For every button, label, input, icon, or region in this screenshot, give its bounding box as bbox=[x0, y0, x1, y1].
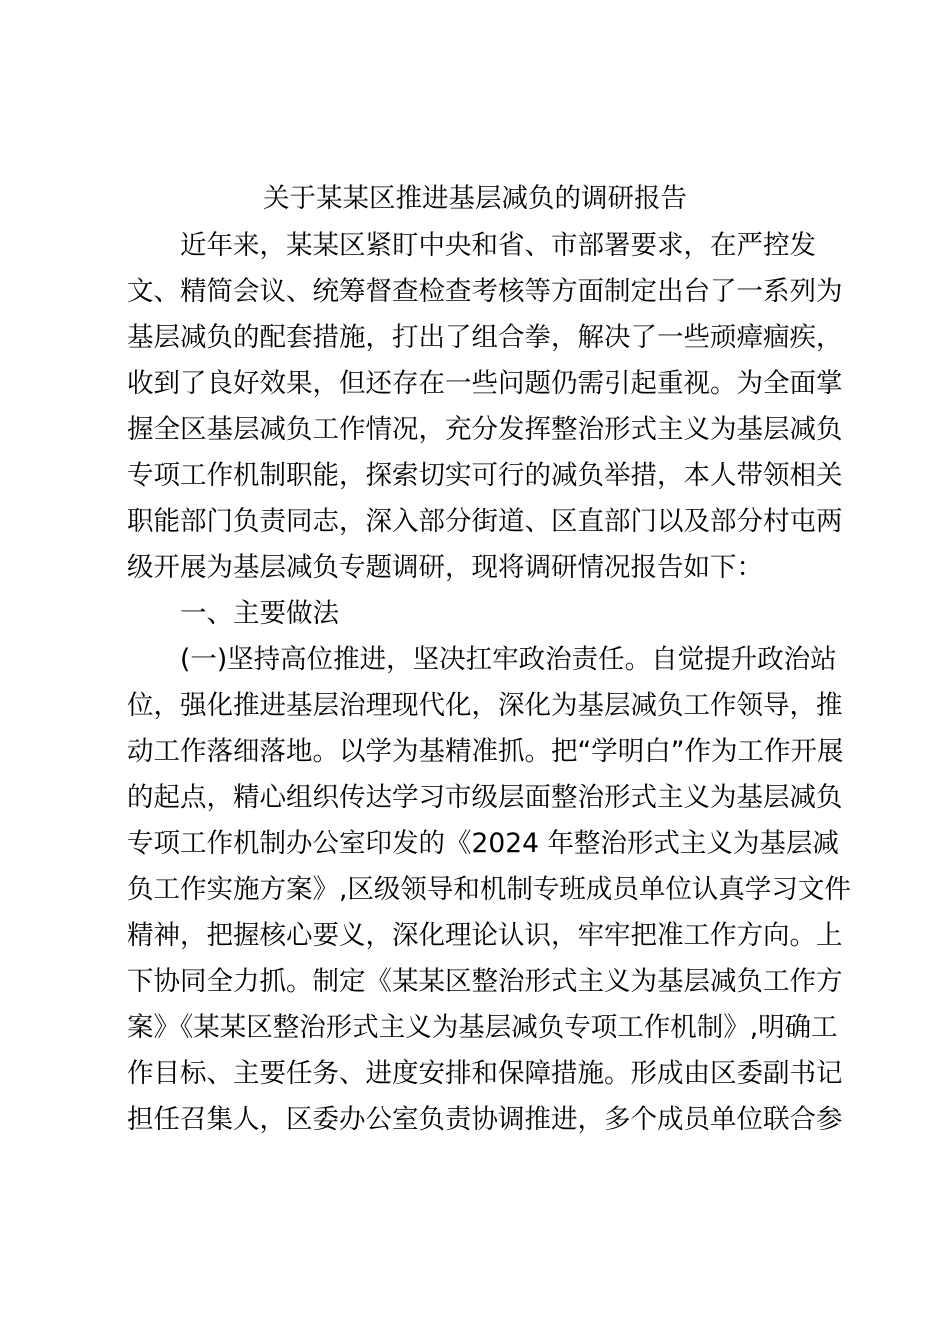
paragraph-line: 职能部门负责同志，深入部分街道、区直部门以及部分村屯两 bbox=[127, 506, 843, 537]
paragraph-line: 的起点，精心组织传达学习市级层面整治形式主义为基层减负 bbox=[127, 782, 843, 813]
paragraph-line: 案》《某某区整治形式主义为基层减负专项工作机制》,明确工 bbox=[127, 1012, 838, 1043]
section-heading: 一、主要做法 bbox=[180, 598, 339, 629]
paragraph-line: 动工作落细落地。以学为基精准抓。把“学明白”作为工作开展 bbox=[127, 736, 844, 767]
document-title: 关于某某区推进基层减负的调研报告 bbox=[263, 183, 687, 214]
paragraph-line: 位，强化推进基层治理现代化，深化为基层减负工作领导，推 bbox=[127, 690, 843, 721]
paragraph-line: 下协同全力抓。制定《某某区整治形式主义为基层减负工作方 bbox=[127, 966, 843, 997]
paragraph-line: 负工作实施方案》,区级领导和机制专班成员单位认真学习文件 bbox=[127, 874, 851, 905]
paragraph-line: 作目标、主要任务、进度安排和保障措施。形成由区委副书记 bbox=[127, 1058, 843, 1089]
paragraph-line: 文、精简会议、统筹督查检查考核等方面制定出台了一系列为 bbox=[127, 276, 843, 307]
paragraph-line: 级开展为基层减负专题调研，现将调研情况报告如下： bbox=[127, 552, 763, 583]
paragraph-line: 收到了良好效果，但还存在一些问题仍需引起重视。为全面掌 bbox=[127, 368, 843, 399]
paragraph-line: 专项工作机制办公室印发的《2024 年整治形式主义为基层减 bbox=[127, 828, 839, 859]
paragraph-line: 担任召集人，区委办公室负责协调推进，多个成员单位联合参 bbox=[127, 1104, 843, 1135]
paragraph-line: 近年来，某某区紧盯中央和省、市部署要求，在严控发 bbox=[180, 230, 816, 261]
paragraph-line: (一)坚持高位推进，坚决扛牢政治责任。自觉提升政治站 bbox=[180, 644, 837, 675]
paragraph-line: 专项工作机制职能，探索切实可行的减负举措，本人带领相关 bbox=[127, 460, 843, 491]
paragraph-line: 精神，把握核心要义，深化理论认识，牢牢把准工作方向。上 bbox=[127, 920, 843, 951]
paragraph-line: 握全区基层减负工作情况，充分发挥整治形式主义为基层减负 bbox=[127, 414, 843, 445]
paragraph-line: 基层减负的配套措施，打出了组合拳，解决了一些顽瘴痼疾， bbox=[127, 322, 843, 353]
